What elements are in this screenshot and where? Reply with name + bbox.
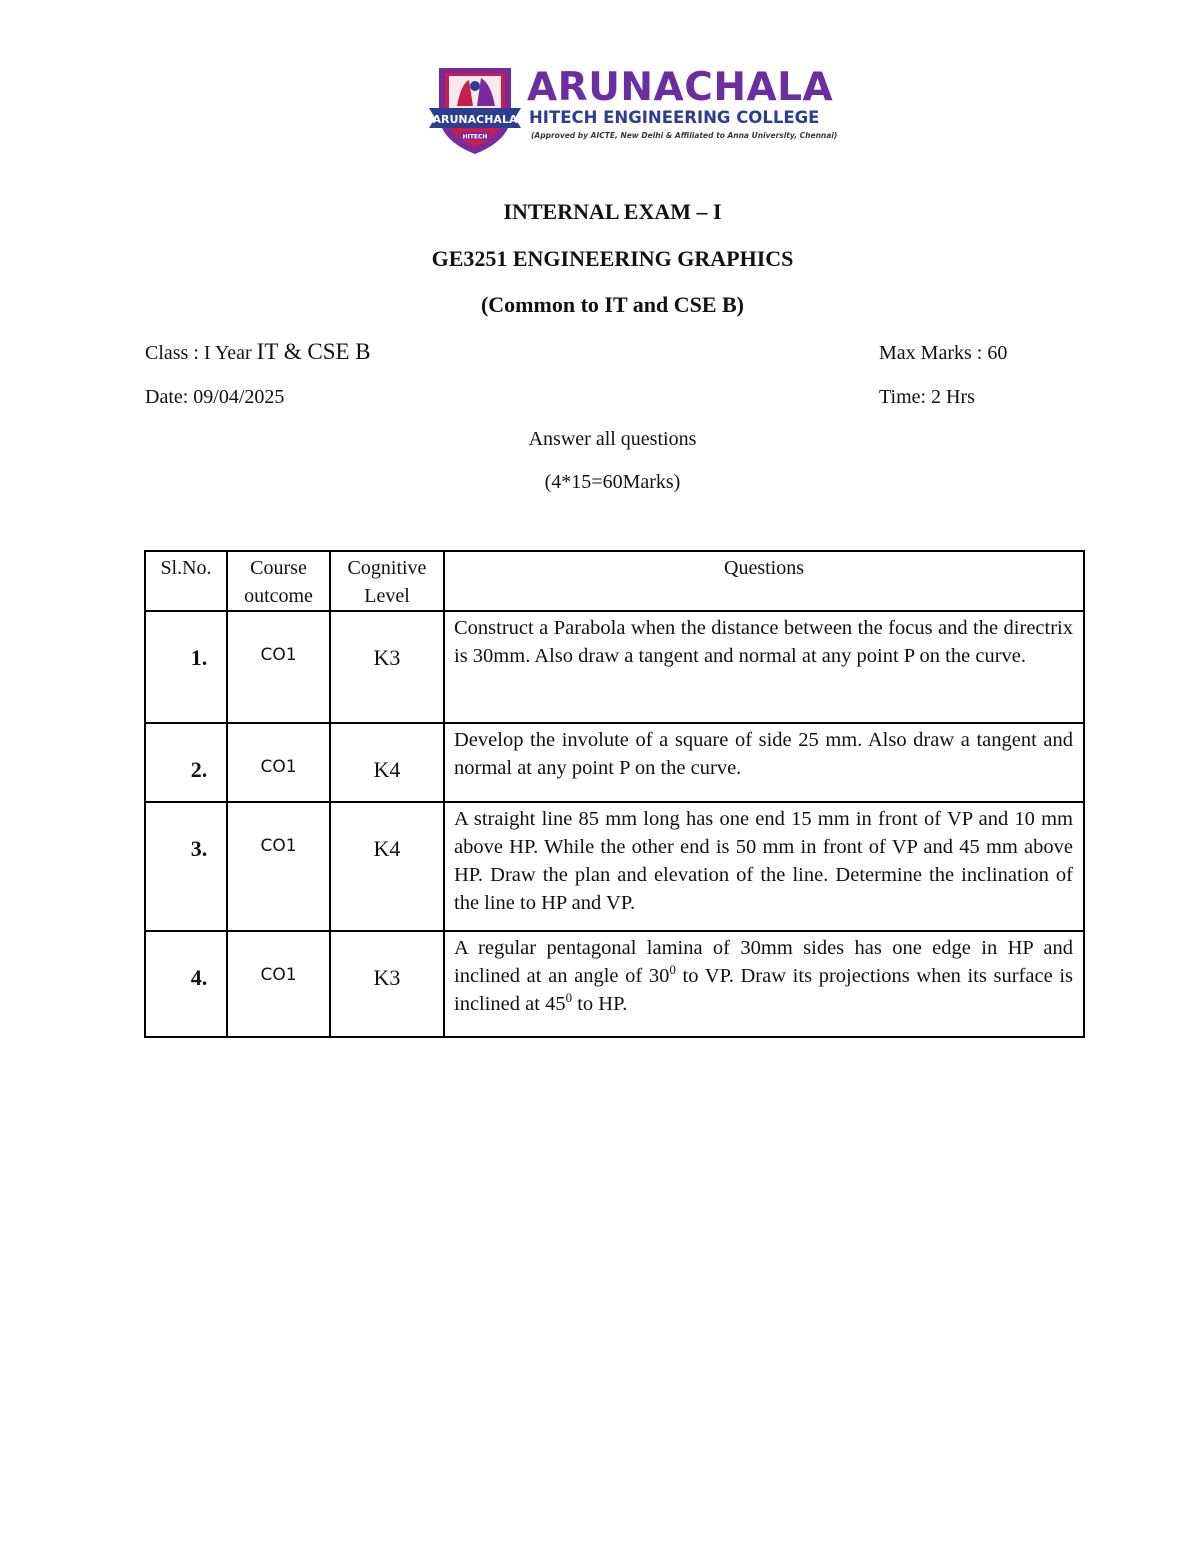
- degree-superscript: 0: [565, 990, 573, 1006]
- table-row: [145, 931, 1084, 1037]
- course-outcome: CO1: [227, 611, 330, 723]
- cognitive-level: K3: [330, 931, 444, 1037]
- college-approval: (Approved by AICTE, New Delhi & Affiliated to Anna University, Chennai): [531, 131, 838, 140]
- marks-scheme: (4*15=60Marks): [544, 471, 681, 493]
- class-label: Class : I Year: [145, 342, 257, 364]
- question-number: 3.: [145, 802, 227, 931]
- emblem-banner-text: [427, 62, 523, 158]
- course-outcome: CO1: [227, 931, 330, 1037]
- table-row: [145, 611, 1084, 723]
- table-row: [145, 802, 1084, 931]
- header-sl-no: Sl.No.: [145, 551, 227, 611]
- emblem-name: ARUNACHALA: [432, 113, 518, 126]
- exam-time: Time: 2 Hrs: [879, 386, 975, 408]
- header-cognitive-level: Cognitive Level: [330, 551, 444, 611]
- question-text: A straight line 85 mm long has one end 15 mm in front of VP and 10 mm above HP. While the other end is 50 mm in front of VP and 45 mm above HP. Draw the plan and elevation of the line. Determine the inclination of the line to HP and VP.: [444, 802, 1084, 931]
- header-course-outcome: Course outcome: [227, 551, 330, 611]
- max-marks: Max Marks : 60: [879, 342, 1008, 364]
- course-outcome: CO1: [227, 802, 330, 931]
- class-value: IT & CSE B: [256, 339, 371, 364]
- question-number: 2.: [145, 723, 227, 802]
- emblem-subname: HITECH: [462, 133, 488, 141]
- table-header-row: [145, 551, 1084, 611]
- table-row: [145, 723, 1084, 802]
- cognitive-level: K4: [330, 802, 444, 931]
- degree-superscript: 0: [669, 962, 676, 978]
- course-outcome: CO1: [227, 723, 330, 802]
- exam-date: Date: 09/04/2025: [145, 386, 285, 408]
- subject-title: GE3251 ENGINEERING GRAPHICS: [431, 246, 794, 271]
- instruction-text: Answer all questions: [528, 428, 697, 450]
- question-text-part: to VP. Draw its projections when its surface is inclined at 45: [454, 965, 1074, 1015]
- college-name: ARUNACHALA: [527, 65, 834, 110]
- question-text: [444, 931, 1084, 1037]
- question-text: Develop the involute of a square of side 25 mm. Also draw a tangent and normal at any point P on the curve.: [444, 723, 1084, 802]
- question-text-part: A regular pentagonal lamina of 30mm sides has one edge in HP and inclined at an angle of 30: [454, 937, 1073, 987]
- question-text: Construct a Parabola when the distance between the focus and the directrix is 30mm. Also draw a tangent and normal at any point P on the curve.: [444, 611, 1084, 723]
- cognitive-level: K3: [330, 611, 444, 723]
- question-number: 1.: [145, 611, 227, 723]
- question-number: 4.: [145, 931, 227, 1037]
- cognitive-level: K4: [330, 723, 444, 802]
- question-table: [144, 550, 1085, 1038]
- exam-title: INTERNAL EXAM – I: [503, 199, 722, 224]
- college-logo: [427, 62, 838, 158]
- class-line: [145, 340, 371, 365]
- header-questions: Questions: [444, 551, 1084, 611]
- question-text-part: to HP.: [572, 993, 628, 1015]
- common-note: (Common to IT and CSE B): [480, 292, 745, 317]
- college-subtitle: HITECH ENGINEERING COLLEGE: [529, 108, 820, 127]
